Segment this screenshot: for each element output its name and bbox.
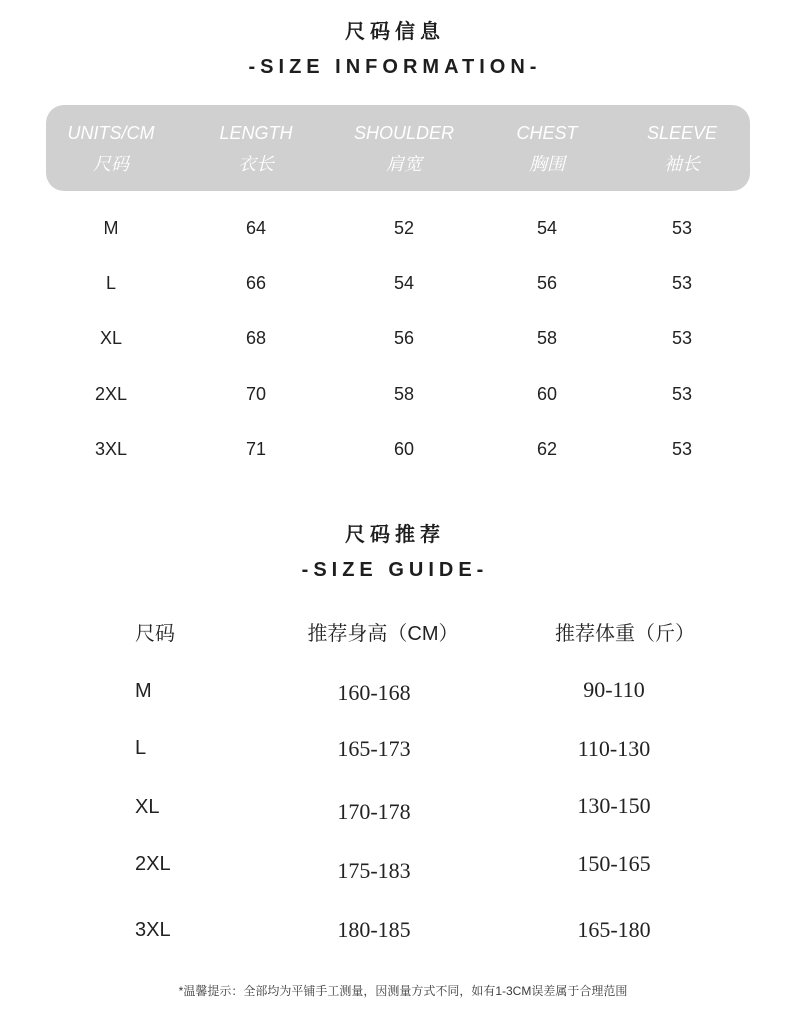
size-cell: M: [103, 218, 119, 238]
header-units-cn: 尺码: [93, 154, 129, 174]
table-row: [0, 323, 790, 353]
table-row: [0, 213, 790, 243]
chest-cell: 54: [536, 218, 558, 238]
chest-cell: 58: [536, 328, 558, 348]
guide-row: [0, 915, 790, 945]
guide-size-cell: M: [135, 680, 152, 702]
guide-weight-cell: 130-150: [577, 793, 651, 818]
header-units: UNITS/CM: [67, 123, 155, 143]
sleeve-cell: 53: [671, 218, 693, 238]
header-shoulder: SHOULDER: [353, 123, 455, 143]
header-length: LENGTH: [219, 123, 293, 143]
guide-header-row: [0, 619, 790, 649]
guide-header-height: 推荐身高（CM）: [307, 623, 459, 645]
header-sleeve: SLEEVE: [646, 123, 718, 143]
size-guide-title-en: -SIZE GUIDE-: [301, 559, 489, 581]
size-info-title-en: -SIZE INFORMATION-: [248, 56, 542, 78]
header-sleeve-cn: 袖长: [664, 154, 700, 174]
length-cell: 70: [245, 384, 267, 404]
sleeve-cell: 53: [671, 384, 693, 404]
guide-weight-cell: 110-130: [577, 736, 651, 761]
header-chest: CHEST: [516, 123, 578, 143]
guide-height-cell: 170-178: [337, 799, 411, 824]
guide-row: [0, 676, 790, 706]
chest-cell: 56: [536, 273, 558, 293]
guide-row: [0, 792, 790, 822]
size-cell: L: [105, 273, 116, 293]
size-cell: 2XL: [94, 384, 128, 404]
table-row: [0, 268, 790, 298]
shoulder-cell: 56: [393, 328, 415, 348]
length-cell: 71: [245, 439, 267, 459]
guide-weight-cell: 90-110: [583, 677, 645, 702]
size-info-header: [46, 105, 750, 191]
guide-size-cell: 3XL: [135, 919, 171, 941]
length-cell: 68: [245, 328, 267, 348]
sleeve-cell: 53: [671, 273, 693, 293]
guide-row: [0, 849, 790, 883]
header-chest-cn: 胸围: [529, 154, 565, 174]
header-row-cn: [0, 149, 790, 179]
length-cell: 64: [245, 218, 267, 238]
guide-size-cell: L: [135, 737, 147, 759]
chest-cell: 62: [536, 439, 558, 459]
guide-height-cell: 180-185: [337, 917, 411, 942]
guide-header-weight: 推荐体重（斤）: [555, 623, 695, 645]
sleeve-cell: 53: [671, 439, 693, 459]
table-row: [0, 434, 790, 464]
chest-cell: 60: [536, 384, 558, 404]
shoulder-cell: 58: [393, 384, 415, 404]
size-cell: XL: [99, 328, 123, 348]
guide-header-size: 尺码: [135, 623, 175, 645]
guide-size-cell: XL: [135, 796, 160, 818]
shoulder-cell: 54: [393, 273, 415, 293]
size-info-title-cn: 尺码信息: [345, 21, 445, 43]
guide-height-cell: 160-168: [337, 680, 411, 705]
shoulder-cell: 60: [393, 439, 415, 459]
shoulder-cell: 52: [393, 218, 415, 238]
header-row-en: [0, 118, 790, 148]
guide-size-cell: 2XL: [135, 853, 171, 875]
header-length-cn: 衣长: [238, 154, 274, 174]
table-row: [0, 379, 790, 409]
guide-height-cell: 165-173: [337, 736, 411, 761]
header-shoulder-cn: 肩宽: [386, 154, 422, 174]
guide-height-cell: 175-183: [337, 858, 411, 883]
guide-weight-cell: 150-165: [577, 851, 651, 876]
length-cell: 66: [245, 273, 267, 293]
size-guide-title-cn: 尺码推荐: [345, 524, 445, 546]
guide-row: [0, 733, 790, 763]
guide-weight-cell: 165-180: [577, 917, 651, 942]
measurement-note: *温馨提示：全部均为平铺手工测量，因测量方式不同，如有1-3CM误差属于合理范围: [178, 984, 628, 998]
size-cell: 3XL: [94, 439, 128, 459]
sleeve-cell: 53: [671, 328, 693, 348]
